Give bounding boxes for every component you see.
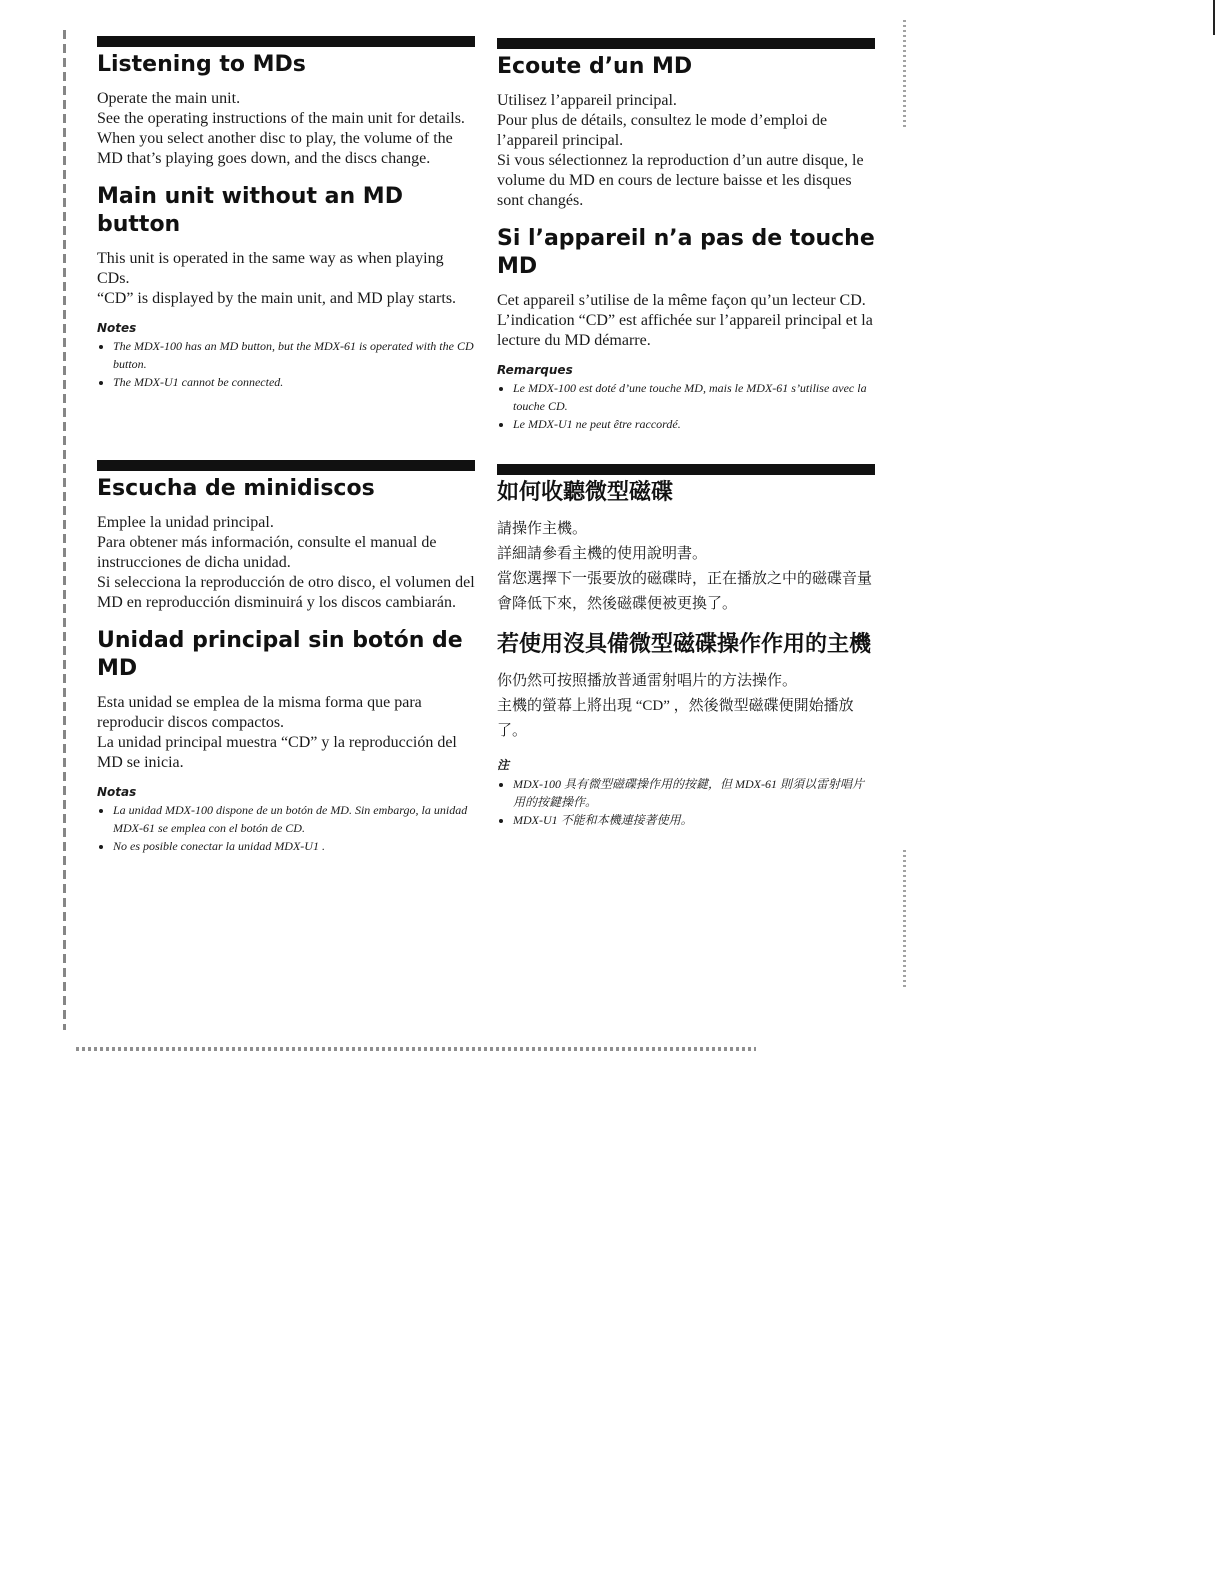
spanish-note-item: • La unidad MDX-100 dispone de un botón de MD. Sin embargo, la unidad MDX-61 se emplea con el botón de CD. (113, 801, 475, 837)
chinese-heading-listening: 如何收聽微型磁碟 (497, 480, 674, 505)
spanish-paragraph: Esta unidad se emplea de la misma forma que para reproducir discos compactos. (97, 694, 422, 731)
english-paragraph: “CD” is displayed by the main unit, and MD play starts. (97, 290, 457, 307)
english-heading-listening: Listening to MDs (97, 52, 306, 77)
spanish-paragraph: La unidad principal muestra “CD” y la reproducción del MD se inicia. (97, 734, 457, 771)
french-paragraph: Utilisez l’appareil principal. (497, 92, 677, 109)
chinese-note-item: • MDX-U1 不能和本機連接著使用。 (513, 811, 875, 829)
spanish-heading-escucha: Escucha de minidiscos (97, 476, 375, 501)
english-heading-main-unit: Main unit without an MD button (97, 184, 403, 237)
french-notes-title: Remarques (497, 363, 573, 377)
section-rule (497, 464, 875, 475)
section-rule (97, 36, 475, 47)
french-note-item: • Le MDX-U1 ne peut être raccordé. (513, 415, 875, 433)
spanish-paragraph: Emplee la unidad principal. (97, 514, 274, 531)
spanish-heading-unidad: Unidad principal sin botón de MD (97, 628, 463, 681)
english-note-item: • The MDX-U1 cannot be connected. (113, 373, 475, 391)
english-paragraph: This unit is operated in the same way as when playing CDs. (97, 250, 444, 287)
chinese-paragraph: 主機的螢幕上將出現 “CD” ，然後微型磁碟便開始播放了。 (497, 698, 854, 739)
english-paragraph: See the operating instructions of the main unit for details. (97, 110, 465, 127)
french-paragraph: Pour plus de détails, consultez le mode d’emploi de l’appareil principal. (497, 112, 828, 149)
scan-right-artifact-lower (903, 850, 906, 990)
french-heading-ecoute: Ecoute d’un MD (497, 54, 693, 79)
scan-edge-artifact (63, 30, 66, 1030)
section-rule (497, 38, 875, 49)
english-note-item: • The MDX-100 has an MD button, but the MDX-61 is operated with the CD button. (113, 337, 475, 373)
english-paragraph: When you select another disc to play, the volume of the MD that’s playing goes down, and the discs change. (97, 130, 453, 167)
french-section (497, 38, 875, 433)
spanish-notes-list (97, 801, 475, 855)
chinese-note-item: • MDX-100 具有微型磁碟操作用的按鍵，但 MDX-61 則須以雷射唱片用的按鍵操作。 (513, 775, 875, 811)
chinese-paragraph: 請操作主機。 (497, 521, 588, 537)
french-notes-list (497, 379, 875, 433)
spanish-note-item: • No es posible conectar la unidad MDX-U1 . (113, 837, 475, 855)
chinese-notes-title: 注 (497, 758, 510, 772)
english-paragraph: Operate the main unit. (97, 90, 241, 107)
spanish-paragraph: Para obtener más información, consulte el manual de instrucciones de dicha unidad. (97, 534, 437, 571)
scan-bottom-artifact (76, 1047, 756, 1051)
english-notes-title: Notes (97, 321, 137, 335)
spanish-section (97, 460, 475, 855)
french-paragraph: L’indication “CD” est affichée sur l’appareil principal et la lecture du MD démarre. (497, 312, 873, 349)
english-notes-list (97, 337, 475, 391)
french-paragraph: Cet appareil s’utilise de la même façon qu’un lecteur CD. (497, 292, 866, 309)
scan-corner-mark (1213, 0, 1215, 35)
chinese-paragraph: 你仍然可按照播放普通雷射唱片的方法操作。 (497, 673, 798, 689)
chinese-paragraph: 當您選擇下一張要放的磁碟時，正在播放之中的磁碟音量會降低下來，然後磁碟便被更換了。 (497, 571, 873, 612)
chinese-notes-list (497, 775, 875, 829)
spanish-paragraph: Si selecciona la reproducción de otro disco, el volumen del MD en reproducción disminuirá y los discos cambiarán. (97, 574, 475, 611)
section-rule (97, 460, 475, 471)
french-note-item: • Le MDX-100 est doté d’une touche MD, mais le MDX-61 s’utilise avec la touche CD. (513, 379, 875, 415)
english-section (97, 36, 475, 391)
french-heading-appareil: Si l’appareil n’a pas de touche MD (497, 226, 875, 279)
french-paragraph: Si vous sélectionnez la reproduction d’un autre disque, le volume du MD en cours de lecture baisse et les disques sont changés. (497, 152, 864, 209)
spanish-notes-title: Notas (97, 785, 137, 799)
scan-right-artifact (903, 20, 906, 130)
chinese-section (497, 464, 875, 829)
chinese-paragraph: 詳細請參看主機的使用說明書。 (497, 546, 708, 562)
chinese-heading-main-unit: 若使用沒具備微型磁碟操作作用的主機 (497, 632, 872, 657)
